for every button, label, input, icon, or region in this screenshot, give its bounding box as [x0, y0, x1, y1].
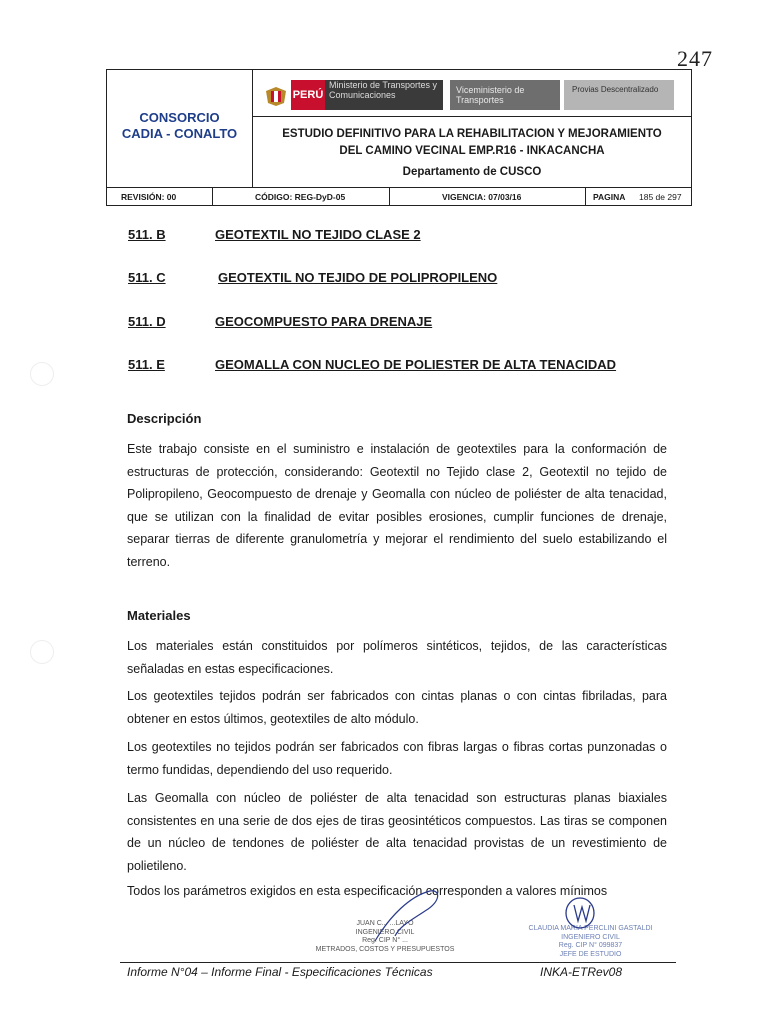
- descripcion-paragraph: Este trabajo consiste en el suministro e instalación de geotextiles para la conformación de estructuras de protección, considerando: Geotextil no Tejido clase 2, Geotextil no tejido de Polipropileno, Geocompuesto de drenaje y Geomalla con núcleo de poliéster de alta tenacidad, que se utilizan con la finalidad de evitar posibles erosiones, cumplir funciones de drenaje, separar tierras de diferente granulometría y mejorar el rendimiento del suelo estabilizando el terreno.: [127, 442, 667, 569]
- signature-left: JUAN C... ...LAYO INGENIERO CIVIL Reg. CIP N° ... METRADOS, COSTOS Y PRESUPUESTOS: [315, 920, 455, 953]
- section-title: GEOTEXTIL NO TEJIDO DE POLIPROPILENO: [218, 270, 498, 285]
- materiales-paragraph: Los materiales están constituidos por polímeros sintéticos, tejidos, de las características señaladas en estas especificaciones.: [127, 639, 667, 676]
- consorcio-name: CONSORCIO CADIA - CONALTO: [121, 110, 238, 141]
- materiales-paragraph: Todos los parámetros exigidos en esta especificación corresponden a valores mínimos: [127, 884, 608, 898]
- header-info-row: [107, 187, 691, 206]
- page-stamp: 247: [677, 46, 713, 71]
- signature-left-scribble: [370, 886, 450, 946]
- ministerio-logo: Ministerio de Transportes y Comunicaciones: [325, 80, 443, 110]
- pagina-value: 185 de 297: [639, 192, 682, 202]
- provias-logo: Provias Descentralizado: [564, 80, 674, 110]
- section-code: 511. D: [128, 314, 166, 329]
- study-title: ESTUDIO DEFINITIVO PARA LA REHABILITACION Y MEJORAMIENTO DEL CAMINO VECINAL EMP.R16 - INKACANCHA: [282, 128, 662, 157]
- section-code: 511. E: [128, 357, 165, 372]
- section-code: 511. C: [128, 270, 166, 285]
- departamento: Departamento de CUSCO: [402, 166, 542, 178]
- materiales-paragraph: Las Geomalla con núcleo de poliéster de alta tenacidad son estructuras planas biaxiales consistentes en una serie de dos ejes de tiras geosintéticos compuestos. Las tiras se componen de un núcleo de tendones de poliéster de alta tenacidad provistas de un revestimiento de polietileno.: [127, 791, 667, 873]
- peru-coat-of-arms-icon: [264, 83, 288, 107]
- document-header: [106, 69, 692, 206]
- descripcion-heading: Descripción: [127, 411, 202, 426]
- section-title: GEOTEXTIL NO TEJIDO CLASE 2: [215, 227, 421, 242]
- peru-logo: PERÚ: [291, 80, 325, 110]
- footer-left: Informe N°04 – Informe Final - Especificaciones Técnicas: [127, 965, 433, 979]
- punch-hole: [30, 640, 54, 664]
- section-code: 511. B: [128, 227, 166, 242]
- viceministerio-logo: Viceministerio de Transportes: [450, 80, 560, 110]
- punch-hole: [30, 362, 54, 386]
- section-title: GEOCOMPUESTO PARA DRENAJE: [215, 314, 433, 329]
- codigo: CÓDIGO: REG-DyD-05: [255, 192, 346, 202]
- pagina-label: PAGINA: [593, 192, 626, 202]
- materiales-paragraph: Los geotextiles tejidos podrán ser fabricados con cintas planas o con cintas fibriladas, para obtener en estos últimos, geotextiles de alto módulo.: [127, 689, 667, 726]
- section-title: GEOMALLA CON NUCLEO DE POLIESTER DE ALTA TENACIDAD: [215, 357, 617, 372]
- revision: REVISIÓN: 00: [121, 192, 177, 202]
- ministry-logos: [264, 77, 682, 111]
- signature-right-scribble: [560, 893, 610, 933]
- footer-divider: [120, 962, 676, 963]
- materiales-heading: Materiales: [127, 608, 191, 623]
- vigencia: VIGENCIA: 07/03/16: [442, 192, 522, 202]
- materiales-paragraph: Los geotextiles no tejidos podrán ser fabricados con fibras largas o fibras cortas punzonadas o termo fundidas, dependiendo del uso requerido.: [127, 740, 667, 777]
- signature-right: CLAUDIA MARIA PERCLINI GASTALDI INGENIERO CIVIL Reg. CIP N° 099837 JEFE DE ESTUDIO: [528, 925, 653, 958]
- footer-right: INKA-ETRev08: [540, 965, 623, 979]
